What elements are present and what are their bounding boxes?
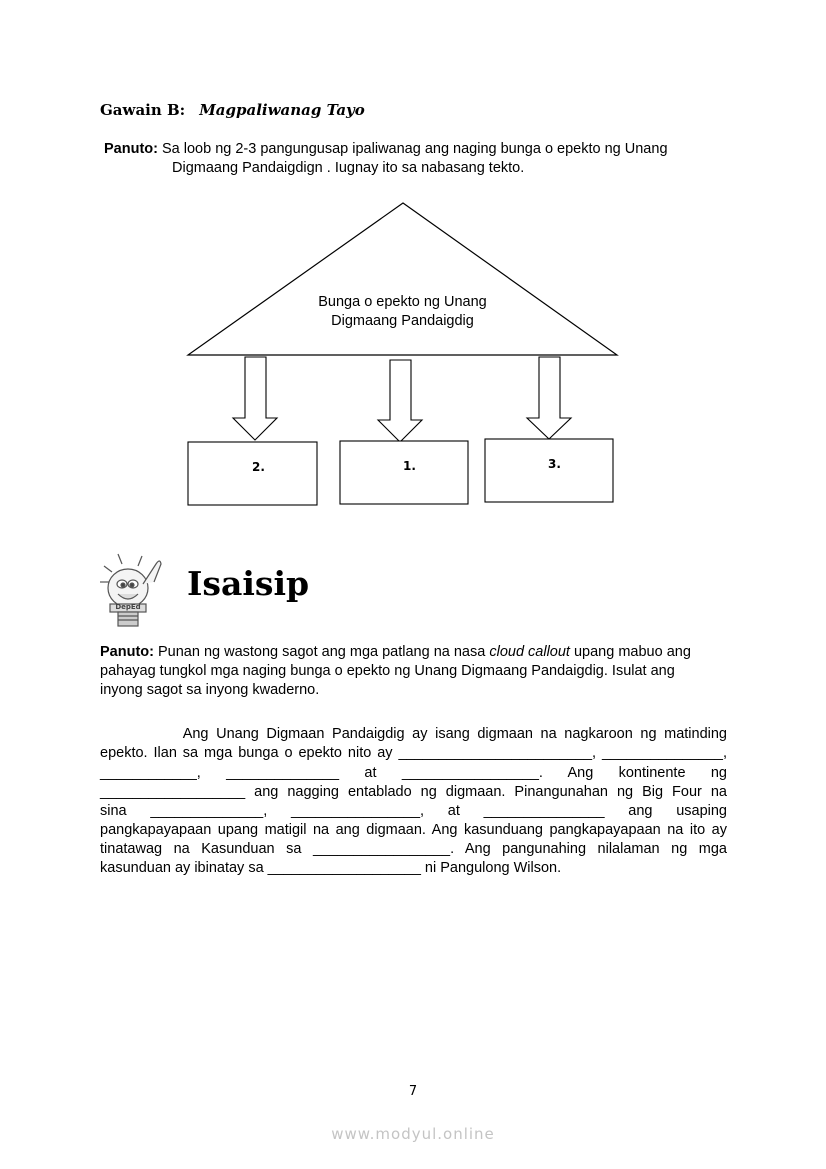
triangle-shape xyxy=(188,203,617,355)
box-label-1: 1. xyxy=(403,459,416,473)
effects-diagram xyxy=(0,0,826,520)
activity-label: Gawain B: xyxy=(100,101,186,119)
instructions-label: Panuto: xyxy=(100,644,154,660)
activity-title: Magpaliwanag Tayo xyxy=(199,101,365,119)
mascot-badge: DepEd xyxy=(115,603,141,611)
instructions-2-line3: inyong sagot sa inyong kwaderno. xyxy=(100,682,320,698)
instructions-text: Sa loob ng 2-3 pangungusap ipaliwanag ang naging bunga o epekto ng Unang xyxy=(162,141,668,157)
paragraph-line: sina ______________, ________________, at _______________ ang usaping xyxy=(100,803,727,819)
lightbulb-mascot-icon xyxy=(98,550,178,632)
instructions-label: Panuto: xyxy=(104,141,158,157)
instructions-italic: cloud callout xyxy=(489,644,570,660)
arrow-down-icon xyxy=(378,360,422,442)
instructions-text: Punan ng wastong sagot ang mga patlang na nasa xyxy=(158,644,490,660)
triangle-label-line2: Digmaang Pandaigdig xyxy=(331,313,474,329)
paragraph-line: pangkapayapaan upang matigil na ang digmaan. Ang kasunduang pangkapayapaan na ito ay xyxy=(100,822,727,838)
paragraph-line: epekto. Ilan sa mga bunga o epekto nito ay ________________________, _______________, xyxy=(100,745,727,761)
instructions-1-line2: Digmaang Pandaigdign . Iugnay ito sa nabasang tekto. xyxy=(172,160,525,176)
paragraph-line: Ang Unang Digmaan Pandaigdig ay isang digmaan na nagkaroon ng matinding xyxy=(100,726,727,742)
paragraph-line: __________________ ang nagging entablado ng digmaan. Pinangunahan ng Big Four na xyxy=(100,784,727,800)
arrow-down-icon xyxy=(233,357,277,440)
section-title: Isaisip xyxy=(187,564,310,603)
watermark: www.modyul.online xyxy=(331,1125,495,1143)
triangle-label xyxy=(290,293,515,331)
triangle-label-line1: Bunga o epekto ng Unang xyxy=(318,294,487,310)
paragraph-line: tinatawag na Kasunduan sa _________________. Ang pangunahing nilalaman ng mga xyxy=(100,841,727,857)
paragraph-line: kasunduan ay ibinatay sa ___________________ ni Pangulong Wilson. xyxy=(100,860,562,876)
instructions-2 xyxy=(100,643,691,662)
arrow-down-icon xyxy=(527,357,571,439)
instructions-2-line2: pahayag tungkol mga naging bunga o epekto ng Unang Digmaang Pandaigdig. Isulat ang xyxy=(100,663,675,679)
instructions-text: upang mabuo ang xyxy=(569,644,691,660)
box-label-2: 2. xyxy=(252,460,265,474)
paragraph-line: ____________, ______________ at _________________. Ang kontinente ng xyxy=(100,765,727,781)
box-label-3: 3. xyxy=(548,457,561,471)
page-number: 7 xyxy=(408,1084,418,1099)
